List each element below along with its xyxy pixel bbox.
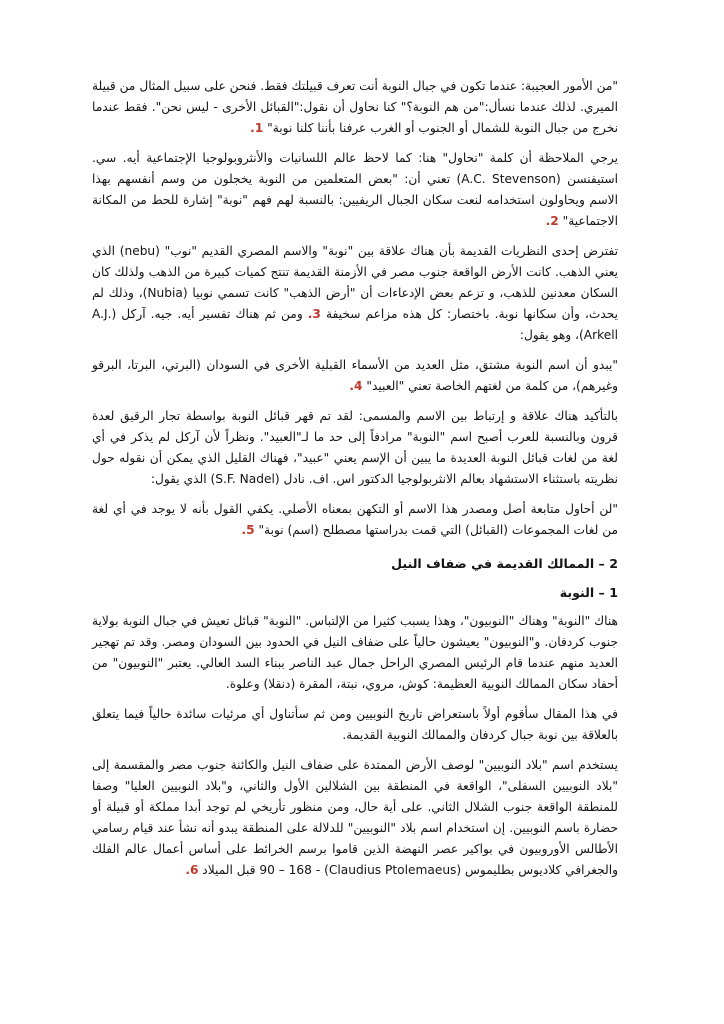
paragraph-slave-trade (92, 406, 618, 490)
paragraph-text: يستخدم اسم "بلاد النوبيين" لوصف الأرض الممتدة على ضفاف النيل والكائنة جنوب مصر والمقسمة إلى "بلاد النوبيين السفلى"، الواقعة في المنطقة بين الشلالين الأول والثاني، و"بلاد النوبيين العليا" وصفا للمنطقة الواقعة جنوب الشلال الثاني. على أية حال، ومن منظور تأريخي لم توجد أبدا مملكة أو قبيلة أو حضارة باسم النوبيين. إن استخدام اسم بلاد "النوبيين" للدلالة على المنطقة يبدو أنه نشأ عند قيام رسامي الأطالس الأوروبيون في بواكير عصر النهضة الذين قاموا برسم الخرائط على أساس أعمال عالم الفلك والجغرافي كلاديوس بطليموس (Claudius Ptolemaeus) - 90 – 168 قبل الميلاد (92, 758, 618, 877)
paragraph-text: هناك "النوبة" وهناك "النوبيون"، وهذا يسبب كثيرا من الإلتباس. "النوبة" قبائل تعيش في جبال النوبة بولاية جنوب كردفان. و"النوبيون" يعيشون حالياً على ضفاف النيل في الحدود بين السودان ومصر. وقد تم تهجير العديد منهم عندما قام الرئيس المصري الراحل جمال عبد الناصر ببناء السد العالي. يعتبر "النوبيون" من أحفاد سكان الممالك النوبية العظيمة: كوش، مروي، نبتة، المقرة (دنقلا) وعلوة. (92, 614, 618, 691)
paragraph-text: "يبدو أن اسم النوبة مشتق، مثل العديد من الأسماء القبلية الأخرى في السودان (البرتي، البرتا، البرقو وغيرهم)، من كلمة من لغتهم الخاصة تعني "العبيد" (92, 358, 618, 393)
paragraph-arkell-quote (92, 355, 618, 397)
footnote-ref[interactable]: 2. (545, 214, 559, 228)
paragraph-quote-1 (92, 76, 618, 139)
footnote-ref[interactable]: 6. (185, 863, 199, 877)
paragraph-text: "لن أحاول متابعة أصل ومصدر هذا الاسم أو التكهن بمعناه الأصلي. يكفي القول بأنه لا يوجد في أي لغة من لغات المجموعات (القبائل) التي قمت بدراستها مصطلح (اسم) نوبة" (92, 502, 618, 537)
footnote-ref[interactable]: 4. (349, 379, 363, 393)
footnote-ref[interactable]: 1. (250, 121, 264, 135)
paragraph-text-continued: ومن ثم هناك تفسير أيه. جيه. آركل (A.J. Arkell)، وهو يقول: (92, 307, 618, 342)
paragraph-text: "من الأمور العجيبة: عندما تكون في جبال النوبة أنت تعرف قبيلتك فقط. فنحن على سبيل المثال من قبيلة الميري. لذلك عندما نسأل:"من هم النوبة؟" كنا نحاول أن نقول:"القبائل الأخرى - ليس نحن". فقط عندما نخرج من جبال النوبة للشمال أو الجنوب أو الغرب عرفنا بأننا كلنا نوبة" (92, 79, 618, 135)
footnote-ref[interactable]: 3. (307, 307, 321, 321)
subsection-heading: 1 – النوبة (559, 585, 618, 600)
section-heading: 2 – الممالك القديمة في ضفاف النيل (391, 556, 618, 571)
paragraph-nuba-nubians (92, 611, 618, 695)
paragraph-nebu-theory (92, 241, 618, 346)
paragraph-text: في هذا المقال سأقوم أولاً باستعراض تاريخ النوبيين ومن ثم سأتناول أي مرئيات سائدة حالياً فيما يتعلق بالعلاقة بين نوبة جبال كردفان والممالك النوبية القديمة. (92, 707, 618, 742)
paragraph-text: تفترض إحدى النظريات القديمة بأن هناك علاقة بين "نوبة" والاسم المصري القديم "نوب" (nebu) الذي يعني الذهب. كانت الأرض الواقعة جنوب مصر في الأزمنة القديمة تنتج كميات كبيرة من الذهب ولذلك كان السكان معدنين للذهب، و تزعم بعض الإدعاءات أن "أرض الذهب" كانت تسمي نوبيا (Nubia)، وذلك لم يحدث، وأن سكانها نوبة. باختصار: كل هذه مزاعم سخيفة (92, 244, 618, 321)
paragraph-nubia-land (92, 755, 618, 881)
footnote-ref[interactable]: 5. (241, 523, 255, 537)
paragraph-text: بالتأكيد هناك علاقة و إرتباط بين الاسم والمسمى: لقد تم قهر قبائل النوبة بواسطة تجار الرقيق لعدة قرون وبالنسبة للعرب أصبح اسم "النوبة" مرادفاً إلى حد ما لـ"العبيد". ونظراً لأن آركل لم يذكر في أي لغة من لغات قبائل النوبة العديدة ما يبين أن الإسم يعني "عبيد"، فهناك القليل الذي يمكن أن نقوله حول نظريته باستثناء الاستشهاد بعالم الانثربولوجيا الدكتور اس. اف. نادل (S.F. Nadel) الذي يقول: (92, 409, 618, 486)
paragraph-article-plan (92, 704, 618, 746)
paragraph-text: يرجي الملاحظة أن كلمة "نحاول" هنا: كما لاحظ عالم اللسانيات والأنثروبولوجيا الإجتماعية أيه. سي. استيفنسن (A.C. Stevenson) تعني أن: "بعض المتعلمين من النوبة يخجلون من وسم أنفسهم بهذا الاسم ويحاولون استخدامه لنعت سكان الجبال الريفيين: بالنسبة لهم فهم "نوبة" إشارة للحط من المكانة الاجتماعية" (92, 151, 619, 228)
paragraph-nadel-quote (92, 499, 618, 541)
paragraph-stevenson (92, 148, 618, 232)
